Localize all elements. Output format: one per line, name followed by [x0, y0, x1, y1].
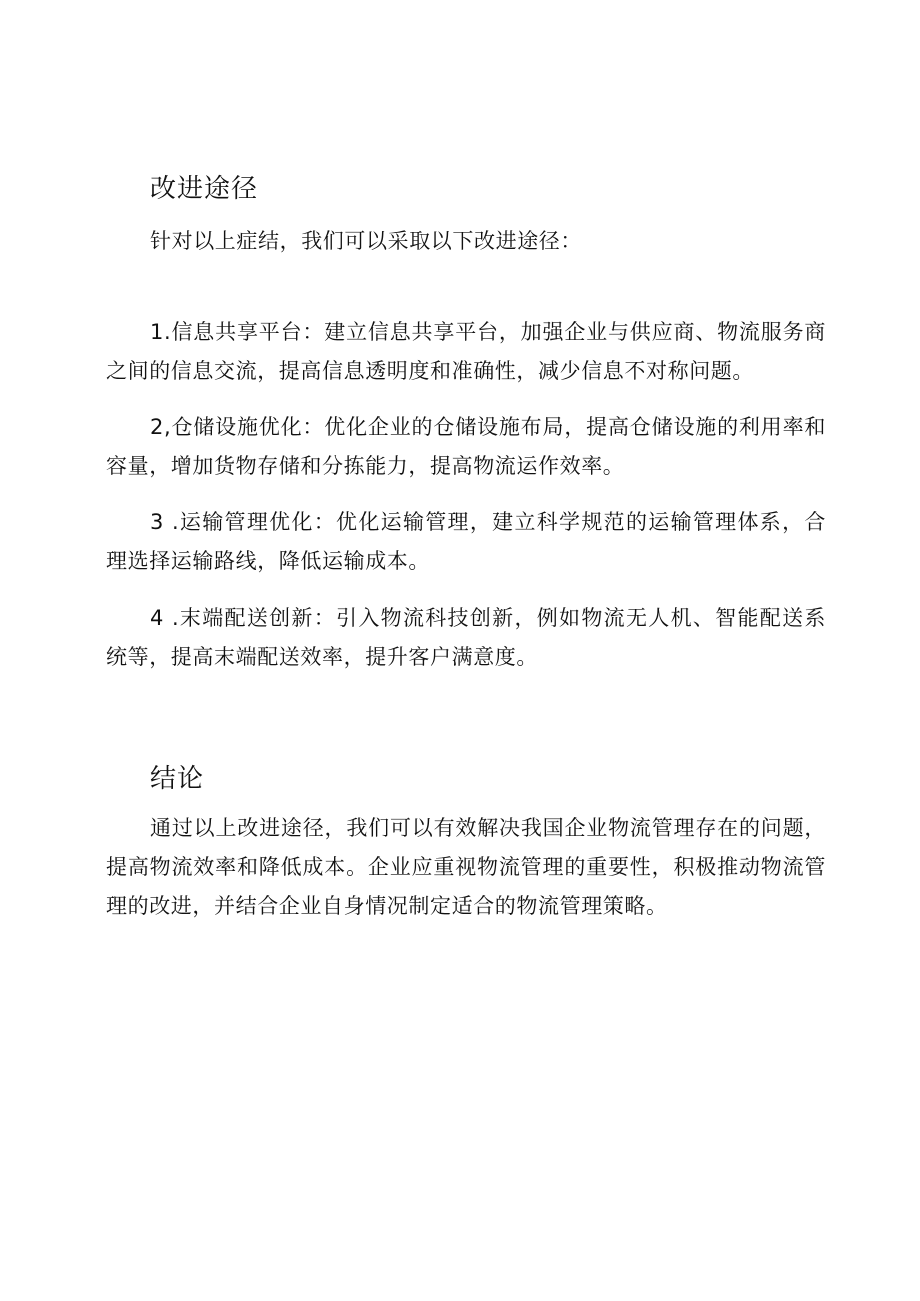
- list-item-info-sharing: 1.信息共享平台：建立信息共享平台，加强企业与供应商、物流服务商之间的信息交流，提高信息透明度和准确性，减少信息不对称问题。: [106, 320, 826, 383]
- section-heading-conclusion: 结论: [150, 764, 205, 794]
- section-heading-improvement: 改进途径: [150, 174, 259, 204]
- list-item-transport: 3 .运输管理优化：优化运输管理，建立科学规范的运输管理体系，合理选择运输路线，降低运输成本。: [106, 510, 826, 573]
- conclusion-paragraph: 通过以上改进途径，我们可以有效解决我国企业物流管理存在的问题，提高物流效率和降低成本。企业应重视物流管理的重要性，积极推动物流管理的改进，并结合企业自身情况制定适合的物流管理策略。: [106, 816, 826, 918]
- section-intro-paragraph: 针对以上症结，我们可以采取以下改进途径：: [150, 229, 582, 253]
- list-item-last-mile: 4 .末端配送创新：引入物流科技创新，例如物流无人机、智能配送系统等，提高末端配送效率，提升客户满意度。: [106, 606, 826, 669]
- list-item-warehouse: 2,仓储设施优化：优化企业的仓储设施布局，提高仓储设施的利用率和容量，增加货物存储和分拣能力，提高物流运作效率。: [106, 415, 826, 478]
